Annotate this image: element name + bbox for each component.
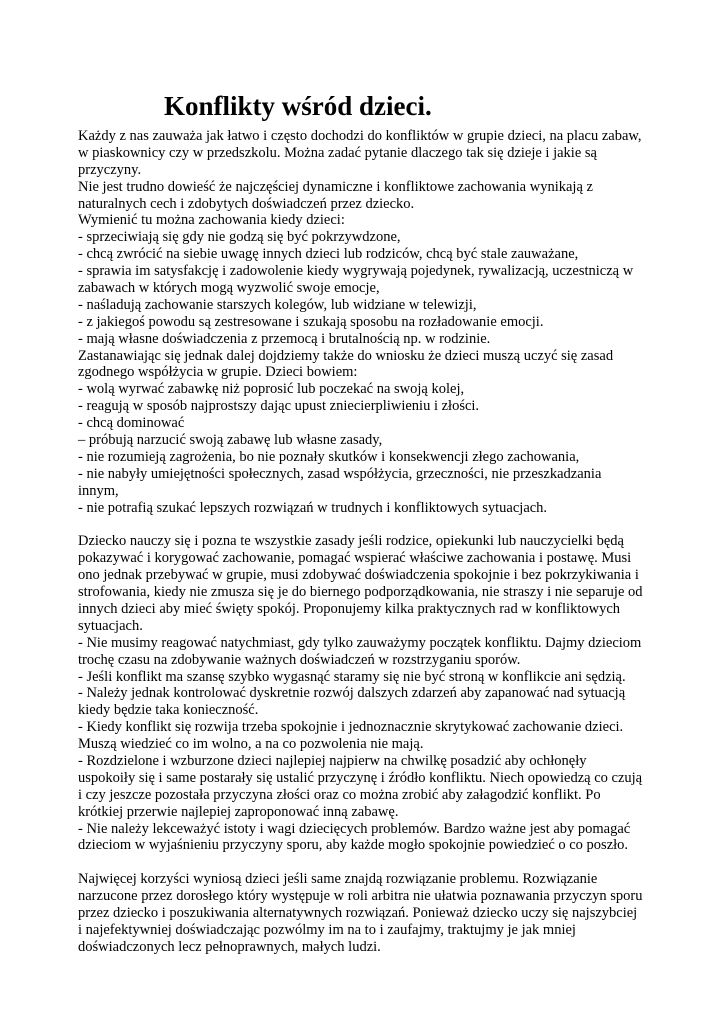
text-line: - reagują w sposób najprostszy dając upust zniecierpliwieniu i złości. bbox=[78, 398, 480, 415]
text-line: ono jednak przebywać w grupie, musi zdobywać doświadczenia spokojnie i bez pokrzykiwania i bbox=[78, 567, 639, 584]
text-line: - Nie musimy reagować natychmiast, gdy tylko zauważymy początek konfliktu. Dajmy dzieciom bbox=[78, 634, 642, 651]
text-line: - sprzeciwiają się gdy nie godzą się być pokrzywdzone, bbox=[78, 229, 401, 246]
text-line: Muszą wiedzieć co im wolno, a na co pozwolenia nie mają. bbox=[78, 736, 424, 753]
text-line: w piaskownicy czy w przedszkolu. Można zadać pytanie dlaczego tak się dzieje i jakie są bbox=[78, 144, 597, 161]
text-line: Nie jest trudno dowieść że najczęściej dynamiczne i konfliktowe zachowania wynikają z bbox=[78, 178, 593, 195]
text-line: zabawach w których mogą wyzwolić swoje emocje, bbox=[78, 280, 380, 297]
text-line: kiedy będzie taka konieczność. bbox=[78, 702, 259, 719]
text-line: uspokoiły się i same postarały się ustalić przyczynę i źródło konfliktu. Niech opowiedzą co czują bbox=[78, 769, 643, 786]
text-line: trochę czasu na zdobywanie ważnych doświadczeń w rozstrzyganiu sporów. bbox=[78, 651, 521, 668]
text-line: - Nie należy lekceważyć istoty i wagi dziecięcych problemów. Bardzo ważne jest aby pomagać bbox=[78, 820, 631, 837]
text-line: - Kiedy konflikt się rozwija trzeba spokojnie i jednoznacznie skrytykować zachowanie dzieci. bbox=[78, 719, 624, 736]
text-line: - Jeśli konflikt ma szansę szybko wygasnąć staramy się nie być stroną w konflikcie ani sędzią. bbox=[78, 668, 626, 685]
document-body bbox=[78, 128, 678, 956]
paragraph-gap bbox=[78, 854, 678, 871]
text-line: - Należy jednak kontrolować dyskretnie rozwój dalszych zdarzeń aby zapanować nad sytuacją bbox=[78, 685, 626, 702]
text-line: - nie nabyły umiejętności społecznych, zasad współżycia, grzeczności, nie przeszkadzania bbox=[78, 465, 602, 482]
text-line: - Rozdzielone i wzburzone dzieci najlepiej najpierw na chwilkę posadzić aby ochłonęły bbox=[78, 752, 587, 769]
text-line: naturalnych cech i zdobytych doświadczeń przez dziecko. bbox=[78, 195, 415, 212]
text-line: Zastanawiając się jednak dalej dojdziemy także do wniosku że dzieci muszą uczyć się zasad bbox=[78, 347, 614, 364]
text-line: strofowania, kiedy nie zmusza się je do biernego podporządkowania, nie straszy i nie separuje od bbox=[78, 584, 643, 601]
text-line: Dziecko nauczy się i pozna te wszystkie zasady jeśli rodzice, opiekunki lub nauczycielki będą bbox=[78, 533, 624, 550]
text-line: doświadczonych lecz pełnoprawnych, małych ludzi. bbox=[78, 938, 381, 955]
text-line: - naśladują zachowanie starszych kolegów, lub widziane w telewizji, bbox=[78, 296, 477, 313]
text-line: Każdy z nas zauważa jak łatwo i często dochodzi do konfliktów w grupie dzieci, na placu zabaw, bbox=[78, 128, 642, 144]
document-title: Konflikty wśród dzieci. bbox=[164, 91, 432, 121]
text-line: krótkiej przerwie najlepiej zaproponować inną zabawę. bbox=[78, 803, 399, 820]
text-line: przyczyny. bbox=[78, 161, 142, 178]
text-line: - nie potrafią szukać lepszych rozwiązań w trudnych i konfliktowych sytuacjach. bbox=[78, 499, 548, 516]
text-line: i czy jeszcze pozostała przyczyna złości oraz co można zrobić aby załagodzić konflikt. Po bbox=[78, 786, 601, 803]
text-line: innym, bbox=[78, 482, 119, 499]
text-line: Najwięcej korzyści wyniosą dzieci jeśli same znajdą rozwiązanie problemu. Rozwiązanie bbox=[78, 871, 598, 888]
text-line: - chcą dominować bbox=[78, 415, 185, 432]
text-line: zgodnego współżycia w grupie. Dzieci bowiem: bbox=[78, 364, 358, 381]
text-line: pokazywać i korygować zachowanie, pomagać wspierać właściwe zachowania i postawę. Musi bbox=[78, 550, 632, 567]
text-line: innych dzieci aby mieć święty spokój. Proponujemy kilka praktycznych rad w konfliktowych bbox=[78, 600, 621, 617]
text-line: – próbują narzucić swoją zabawę lub własne zasady, bbox=[78, 432, 383, 449]
text-line: - chcą zwrócić na siebie uwagę innych dzieci lub rodziców, chcą być stale zauważane, bbox=[78, 246, 579, 263]
paragraph-gap bbox=[78, 516, 678, 533]
text-line: Wymienić tu można zachowania kiedy dzieci: bbox=[78, 212, 345, 229]
text-line: - sprawia im satysfakcję i zadowolenie kiedy wygrywają pojedynek, rywalizacją, uczestniczą w bbox=[78, 263, 634, 280]
text-line: dzieciom w wyjaśnieniu przyczyny sporu, aby każde mogło spokojnie powiedzieć o co poszło. bbox=[78, 837, 629, 854]
text-line: - z jakiegoś powodu są zestresowane i szukają sposobu na rozładowanie emocji. bbox=[78, 313, 544, 330]
text-line: narzucone przez dorosłego który występuje w roli arbitra nie ułatwia poznawania przyczyn sporu bbox=[78, 888, 643, 905]
text-line: sytuacjach. bbox=[78, 617, 143, 634]
text-line: i najefektywniej doświadczając pozwólmy im na to i zaufajmy, traktujmy je jak mniej bbox=[78, 921, 576, 938]
text-line: - nie rozumieją zagrożenia, bo nie poznały skutków i konsekwencji złego zachowania, bbox=[78, 448, 580, 465]
text-line: - mają własne doświadczenia z przemocą i brutalnością np. w rodzinie. bbox=[78, 330, 491, 347]
text-line: - wolą wyrwać zabawkę niż poprosić lub poczekać na swoją kolej, bbox=[78, 381, 465, 398]
text-line: przez dziecko i poszukiwania alternatywnych rozwiązań. Ponieważ dziecko uczy się najszybciej bbox=[78, 904, 638, 921]
